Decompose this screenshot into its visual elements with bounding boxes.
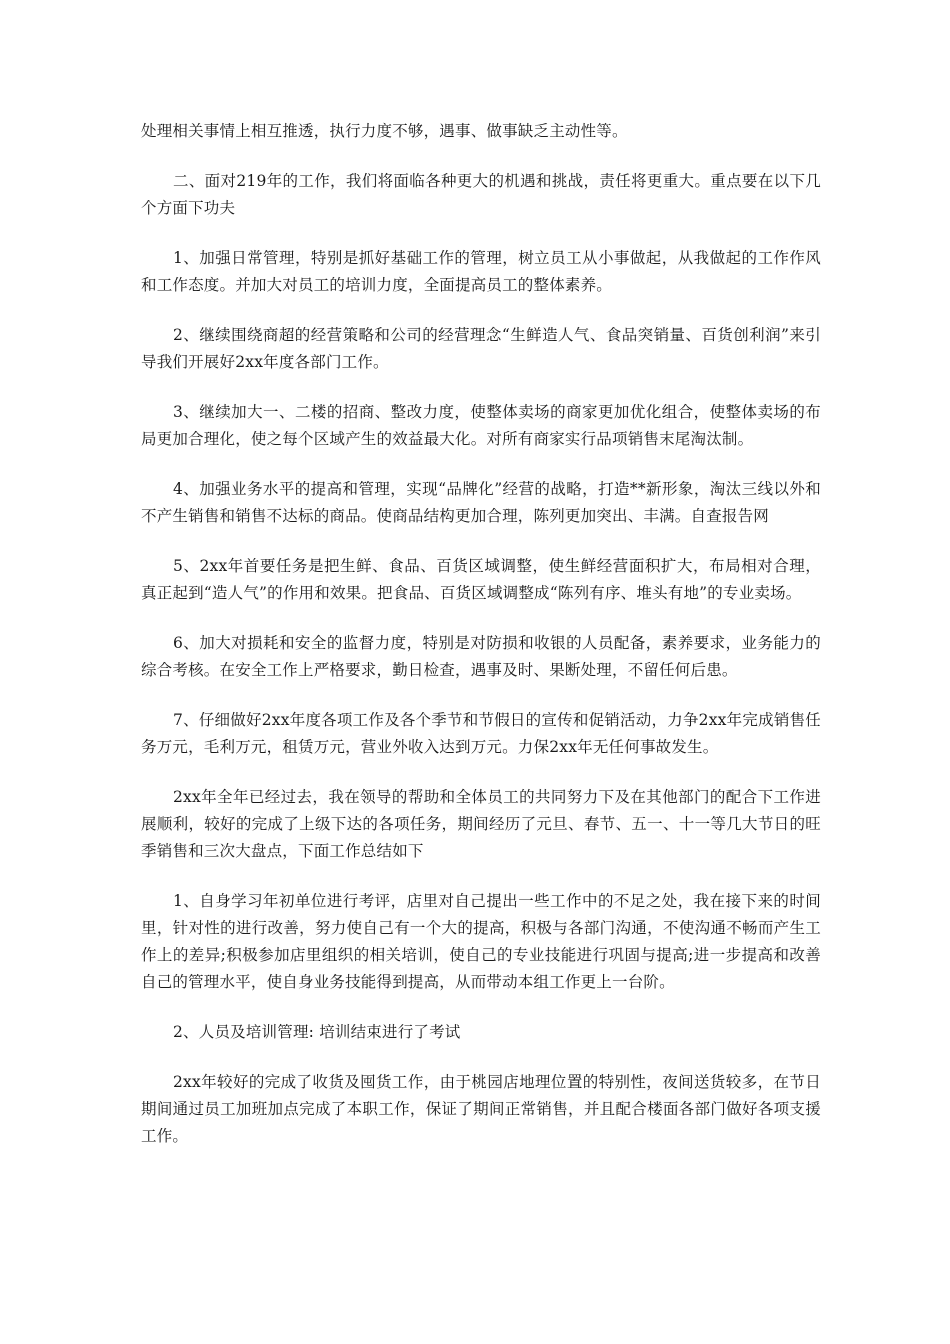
- paragraph-4: 2、继续围绕商超的经营策略和公司的经营理念“生鲜造人气、食品突销量、百货创利润”来引导我们开展好2xx年度各部门工作。: [141, 326, 821, 371]
- document-body: [141, 118, 821, 1173]
- paragraph-2: 二、面对219年的工作，我们将面临各种更大的机遇和挑战，责任将更重大。重点要在以下几个方面下功夫: [141, 172, 821, 217]
- paragraph-6: 4、加强业务水平的提高和管理，实现“品牌化”经营的战略，打造**新形象，淘汰三线以外和不产生销售和销售不达标的商品。使商品结构更加合理，陈列更加突出、丰满。自查报告网: [141, 480, 821, 525]
- paragraph-11: 1、自身学习年初单位进行考评，店里对自己提出一些工作中的不足之处，我在接下来的时间里，针对性的进行改善，努力使自己有一个大的提高，积极与各部门沟通，不使沟通不畅而产生工作上的差异;积极参加店里组织的相关培训，使自己的专业技能进行巩固与提高;进一步提高和改善自己的管理水平，使自身业务技能得到提高，从而带动本组工作更上一台阶。: [141, 892, 821, 991]
- paragraph-13: 2xx年较好的完成了收货及囤货工作，由于桃园店地理位置的特别性，夜间送货较多，在节日期间通过员工加班加点完成了本职工作，保证了期间正常销售，并且配合楼面各部门做好各项支援工作。: [141, 1073, 821, 1145]
- paragraph-7: 5、2xx年首要任务是把生鲜、食品、百货区域调整，使生鲜经营面积扩大，布局相对合理，真正起到“造人气”的作用和效果。把食品、百货区域调整成“陈列有序、堆头有地”的专业卖场。: [141, 557, 821, 602]
- paragraph-1: 处理相关事情上相互推透，执行力度不够，遇事、做事缺乏主动性等。: [141, 122, 628, 140]
- paragraph-8: 6、加大对损耗和安全的监督力度，特别是对防损和收银的人员配备，素养要求，业务能力的综合考核。在安全工作上严格要求，勤日检查，遇事及时、果断处理，不留任何后患。: [141, 634, 821, 679]
- paragraph-10: 2xx年全年已经过去，我在领导的帮助和全体员工的共同努力下及在其他部门的配合下工作进展顺利，较好的完成了上级下达的各项任务，期间经历了元旦、春节、五一、十一等几大节日的旺季销售和三次大盘点，下面工作总结如下: [141, 788, 821, 860]
- paragraph-9: 7、仔细做好2xx年度各项工作及各个季节和节假日的宣传和促销活动，力争2xx年完成销售任务万元，毛利万元，租赁万元，营业外收入达到万元。力保2xx年无任何事故发生。: [141, 711, 821, 756]
- paragraph-5: 3、继续加大一、二楼的招商、整改力度，使整体卖场的商家更加优化组合，使整体卖场的布局更加合理化，使之每个区域产生的效益最大化。对所有商家实行品项销售末尾淘汰制。: [141, 403, 821, 448]
- paragraph-3: 1、加强日常管理，特别是抓好基础工作的管理，树立员工从小事做起，从我做起的工作作风和工作态度。并加大对员工的培训力度，全面提高员工的整体素养。: [141, 249, 821, 294]
- paragraph-12: 2、人员及培训管理: 培训结束进行了考试: [173, 1023, 461, 1041]
